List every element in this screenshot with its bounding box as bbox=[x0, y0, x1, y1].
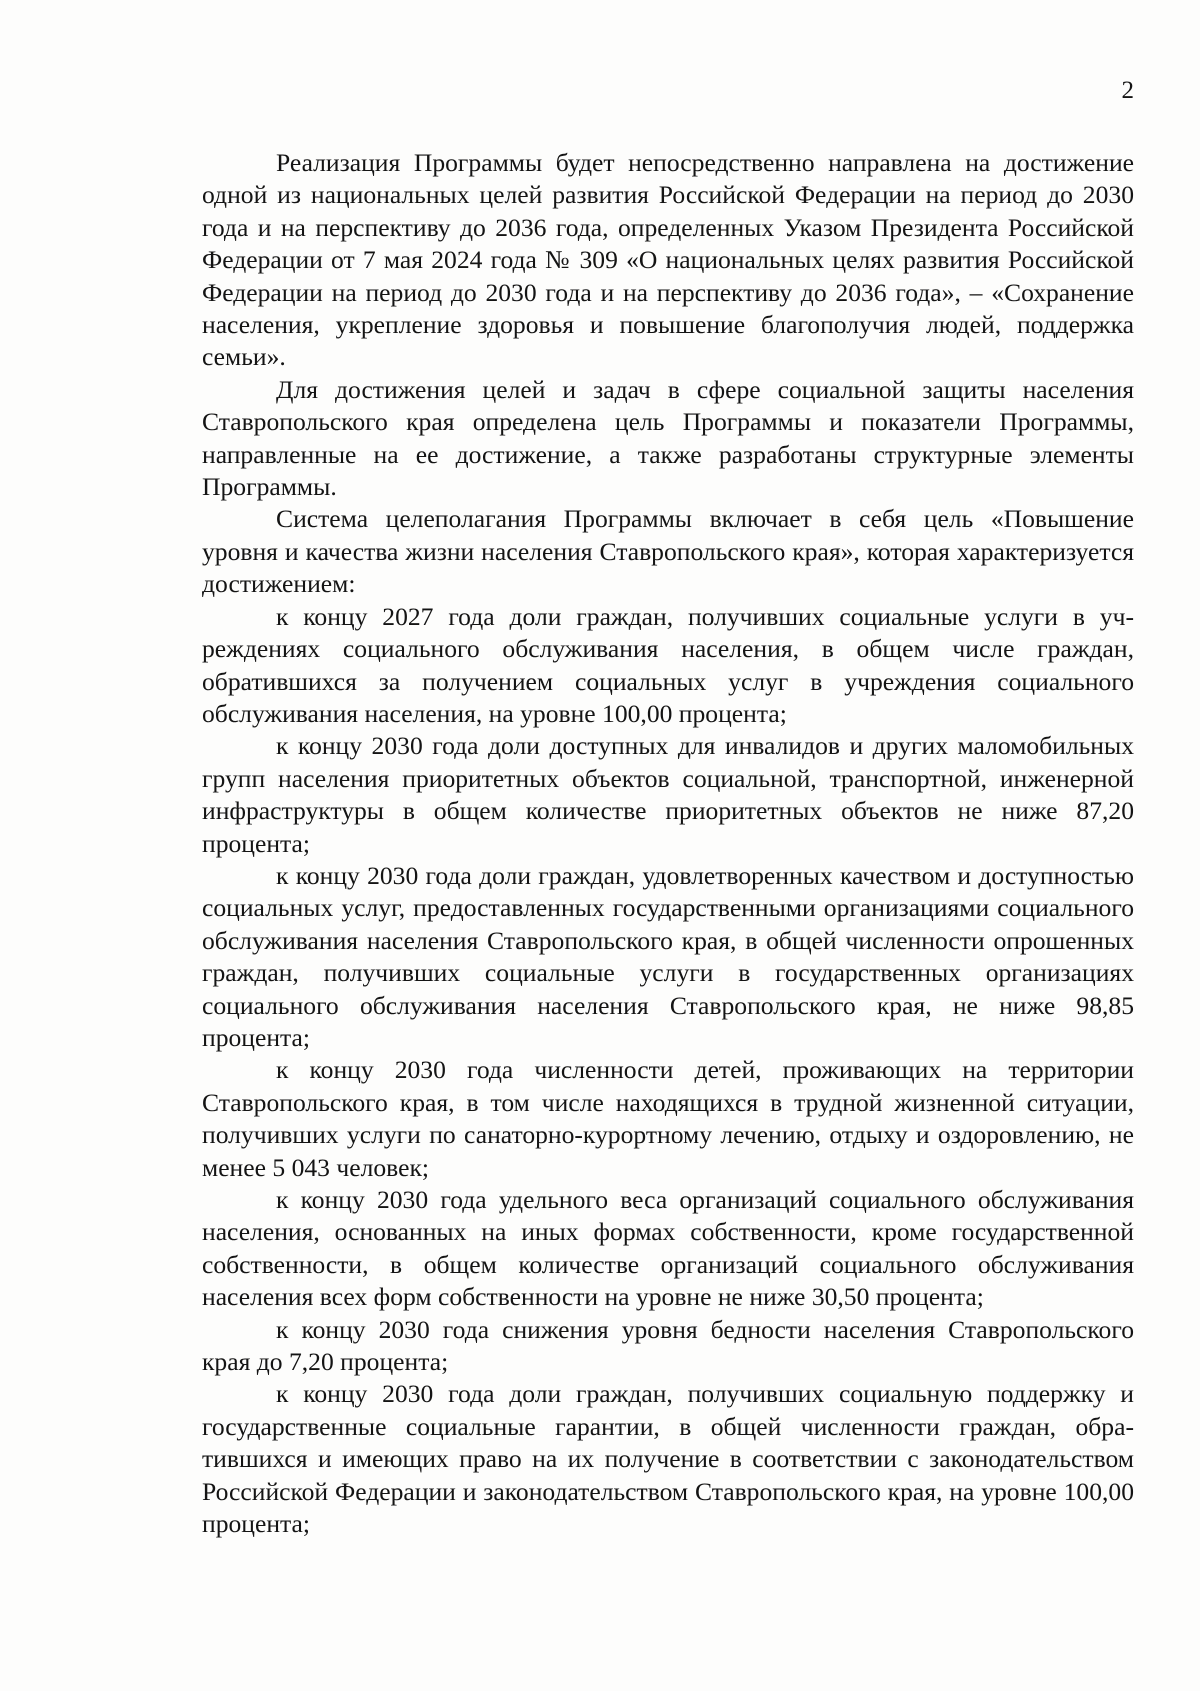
paragraph-target-children-recreation-2030: к концу 2030 года численности детей, проживающих на территории Ставропольского края, в том числе находящихся в трудной жизненной ситуации, получивших услуги по санаторно-курортному лечению, отдыху и оздоровлению, не менее 5 043 человек; bbox=[202, 1055, 1134, 1182]
paragraph-goals-and-indicators: Для достижения целей и задач в сфере социальной защиты населения Ставропольского края определена цель Программы и показатели Программы, направленные на ее достижение, а также разработаны структурные элементы Программы. bbox=[202, 374, 1134, 502]
paragraph-goal-setting-system: Система целеполагания Программы включает в себя цель «Повышение уровня и качества жизни населения Ставропольского края», которая характеризуется достижением: bbox=[202, 504, 1134, 599]
paragraph-target-satisfaction-2030: к концу 2030 года доли граждан, удовлетворенных качеством и доступностью социальных услуг, предоставленных государственными организациями социального обслуживания населения Ставропольского края, в общей численности опрошенных граждан, получивших социальные услуги в государственных организациях социального обслуживания населения Ставропольского края, не ниже 98,85 процента; bbox=[202, 860, 1134, 1052]
paragraph-target-poverty-2030: к концу 2030 года снижения уровня бедности населения Ставропольского края до 7,20 процента; bbox=[202, 1314, 1134, 1377]
paragraph-target-non-state-organizations-2030: к концу 2030 года удельного веса организаций социального обслуживания населения, основанных на иных формах собственности, кроме государственной собственности, в общем количестве организаций социального обслуживания населения всех форм собственности на уровне не ниже 30,50 процента; bbox=[202, 1185, 1134, 1312]
paragraph-target-social-support-2030: к концу 2030 года доли граждан, получивших социальную поддержку и государственные социальные гарантии, в общей численности граждан, обратившихся и имеющих право на их получение в соответствии с законодательством Российской Федерации и законодательством Ставропольского края, на уровне 100,00 процента; bbox=[202, 1379, 1134, 1539]
paragraph-target-accessibility-2030: к концу 2030 года доли доступных для инвалидов и других маломобильных групп населения приоритетных объектов социальной, транспортной, инженерной инфраструктуры в общем количестве приоритетных объектов не ниже 87,20 процента; bbox=[202, 731, 1134, 858]
paragraph-program-implementation: Реализация Программы будет непосредственно направлена на достижение одной из национальных целей развития Российской Федерации на период до 2030 года и на перспективу до 2036 года, определенных Указом Президента Российской Федерации от 7 мая 2024 года № 309 «О национальных целях развития Российской Федерации на период до 2030 года и на перспективу до 2036 года», – «Сохранение населения, укрепление здоровья и повышение благополучия людей, поддержка семьи». bbox=[202, 148, 1134, 372]
document-body bbox=[202, 147, 1134, 1540]
page-number: 2 bbox=[1121, 77, 1134, 104]
paragraph-target-social-services-2027: к концу 2027 года доли граждан, получивших социальные услуги в учреждениях социального обслуживания населения, в общем числе граждан, обратившихся за получением социальных услуг в учреждения социального обслуживания населения, на уровне 100,00 процента; bbox=[202, 601, 1134, 728]
